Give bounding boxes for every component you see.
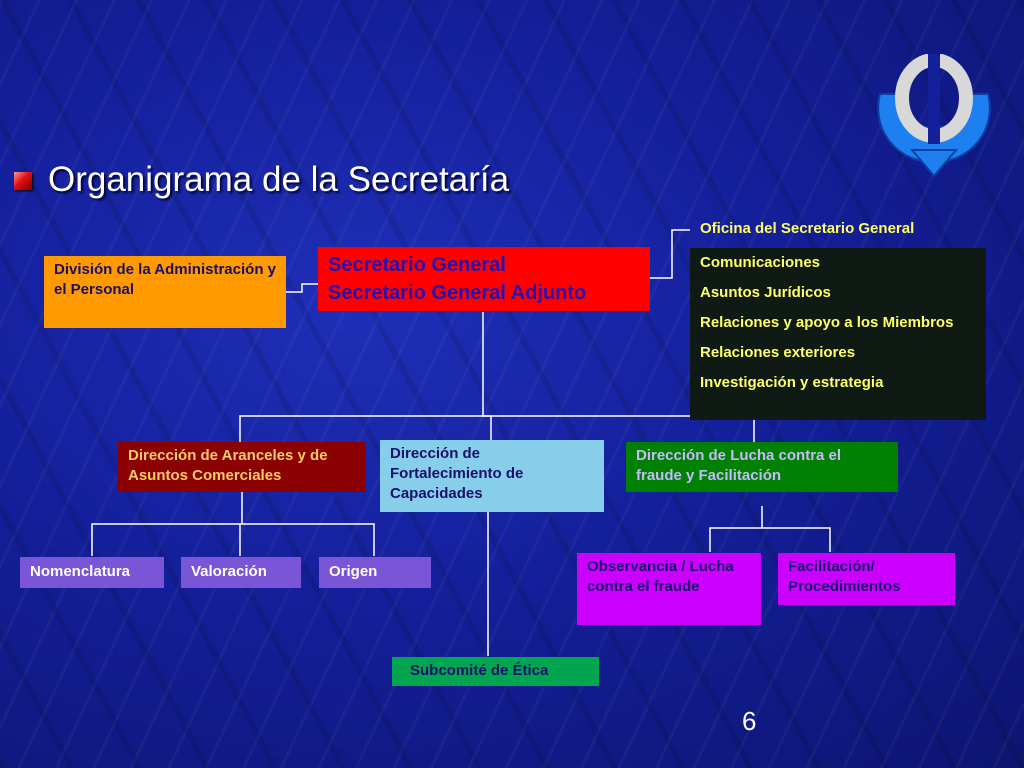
node-secretary-general xyxy=(318,247,650,311)
node-admin: División de la Administración y el Personal xyxy=(44,256,286,328)
node-capacity-building: Dirección de Fortalecimiento de Capacidades xyxy=(380,440,604,512)
secretary-general-label: Secretario General xyxy=(328,254,506,276)
office-item: Relaciones exteriores xyxy=(700,344,856,361)
page-title: Organigrama de la Secretaría xyxy=(48,160,510,199)
node-valoracion: Valoración xyxy=(181,557,301,588)
node-facilitacion: Facilitación/ Procedimientos xyxy=(778,553,955,605)
node-origen: Origen xyxy=(319,557,431,588)
deputy-secretary-general-label: Secretario General Adjunto xyxy=(328,282,587,304)
node-office xyxy=(690,248,986,420)
node-fraud-facilitation: Dirección de Lucha contra el fraude y Facilitación xyxy=(626,442,898,492)
office-item: Investigación y estrategia xyxy=(700,374,884,391)
office-title: Oficina del Secretario General xyxy=(700,220,915,237)
office-item: Asuntos Jurídicos xyxy=(700,284,831,301)
node-observancia: Observancia / Lucha contra el fraude xyxy=(577,553,761,625)
node-etica: Subcomité de Ética xyxy=(392,657,599,686)
page-number: 6 xyxy=(742,706,757,736)
office-item: Relaciones y apoyo a los Miembros xyxy=(700,314,954,331)
node-nomenclatura: Nomenclatura xyxy=(20,557,164,588)
node-tariff-trade: Dirección de Aranceles y de Asuntos Comerciales xyxy=(118,442,366,492)
office-item: Comunicaciones xyxy=(700,254,821,271)
